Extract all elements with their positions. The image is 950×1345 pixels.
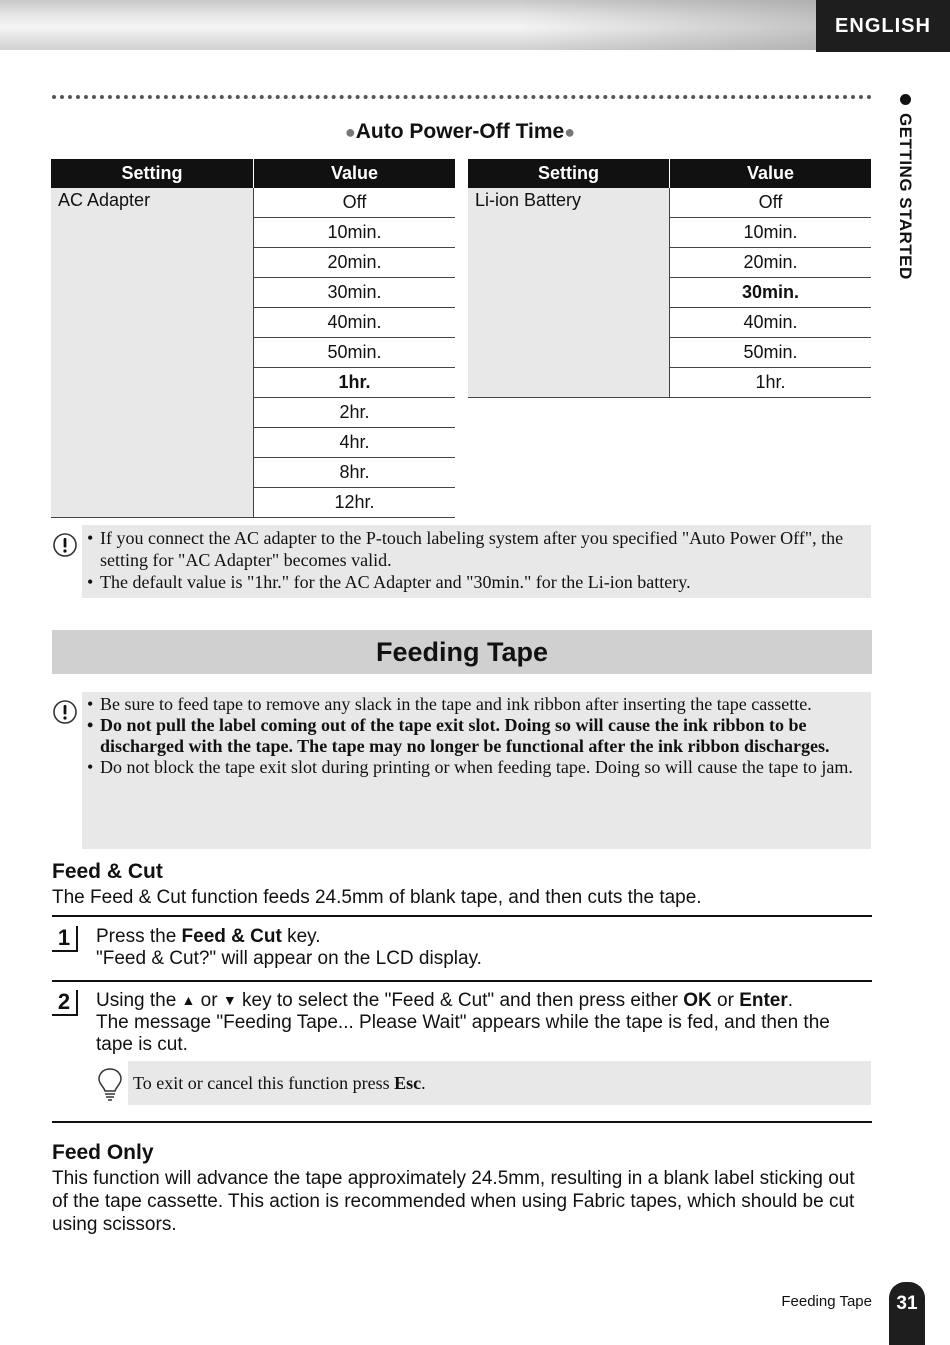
value-cell: 40min. [670,308,872,338]
bullet-icon: ● [564,122,576,142]
setting-cell: AC Adapter [51,188,254,518]
value-cell: 20min. [254,248,456,278]
setting-cell: Li-ion Battery [468,188,670,398]
step-number: 1 [52,926,78,952]
value-cell: 2hr. [254,398,456,428]
caution-icon [52,532,78,558]
value-cell-default: 30min. [670,278,872,308]
value-cell: 30min. [254,278,456,308]
value-cell: 40min. [254,308,456,338]
value-cell: 10min. [670,218,872,248]
key-name: Feed & Cut [181,926,282,947]
value-cell-default: 1hr. [254,368,456,398]
note-item-warning: • Do not pull the label coming out of the tape exit slot. Doing so will cause the ink ribbon to be discharged with the tape. The tape may no longer be functional after the ink ribbon discharges. [87,715,866,757]
language-tab: ENGLISH [816,0,950,52]
feed-only-text: This function will advance the tape approximately 24.5mm, resulting in a blank label sticking out of the tape cassette. This action is recommended when using Fabric tapes, which should be cut using scissors. [52,1168,855,1235]
dotted-divider [52,95,872,99]
step-2: Using the ▲ or ▼ key to select the "Feed & Cut" and then press either OK or Enter. The message "Feeding Tape... Please Wait" appears while the tape is fed, and then the tape is cut. [96,990,830,1055]
table-row [51,188,455,218]
step-1: Press the Feed & Cut key. "Feed & Cut?" will appear on the LCD display. [96,926,482,969]
value-cell: 4hr. [254,428,456,458]
section-title: Feeding Tape [52,630,872,674]
value-cell: 20min. [670,248,872,278]
feed-only-heading: Feed Only [52,1141,154,1164]
hint-box: To exit or cancel this function press Esc. [128,1061,871,1105]
footer-section-name: Feeding Tape [781,1293,872,1310]
bullet-icon: ● [344,122,356,142]
table-row [468,188,871,218]
key-name: Esc [394,1073,422,1093]
feed-cut-heading: Feed & Cut [52,860,163,883]
battery-table [468,159,871,398]
feeding-note-box [82,692,871,849]
value-cell: Off [254,188,456,218]
divider [52,980,872,982]
value-cell: 50min. [254,338,456,368]
step-number: 2 [52,990,78,1016]
power-off-note-box [82,525,871,598]
header-setting: Setting [468,159,670,188]
key-name: OK [683,990,712,1011]
auto-power-off-title: ●Auto Power-Off Time● [344,120,576,143]
note-item: • The default value is "1hr." for the AC Adapter and "30min." for the Li-ion battery. [87,571,866,593]
down-arrow-icon: ▼ [222,992,237,1008]
value-cell: 12hr. [254,488,456,518]
side-section-label: GETTING STARTED [895,94,917,280]
key-name: Enter [739,990,788,1011]
header-value: Value [670,159,872,188]
divider [52,915,872,917]
header-gradient-bar [0,0,820,50]
value-cell: Off [670,188,872,218]
header-value: Value [254,159,456,188]
note-item: • If you connect the AC adapter to the P-touch labeling system after you specified "Auto Power Off", the setting for "AC Adapter" becomes valid. [87,527,866,571]
bullet-icon [900,94,911,105]
page-number: 31 [889,1282,925,1345]
up-arrow-icon: ▲ [181,992,196,1008]
divider [52,1121,872,1123]
value-cell: 1hr. [670,368,872,398]
lightbulb-icon [96,1066,124,1102]
value-cell: 8hr. [254,458,456,488]
header-setting: Setting [51,159,254,188]
value-cell: 10min. [254,218,456,248]
value-cell: 50min. [670,338,872,368]
feed-cut-intro: The Feed & Cut function feeds 24.5mm of blank tape, and then cuts the tape. [52,887,702,908]
ac-adapter-table [51,159,455,518]
note-item: • Do not block the tape exit slot during printing or when feeding tape. Doing so will cause the tape to jam. [87,757,866,778]
caution-icon [52,699,78,725]
note-item: • Be sure to feed tape to remove any slack in the tape and ink ribbon after inserting the tape cassette. [87,694,866,715]
